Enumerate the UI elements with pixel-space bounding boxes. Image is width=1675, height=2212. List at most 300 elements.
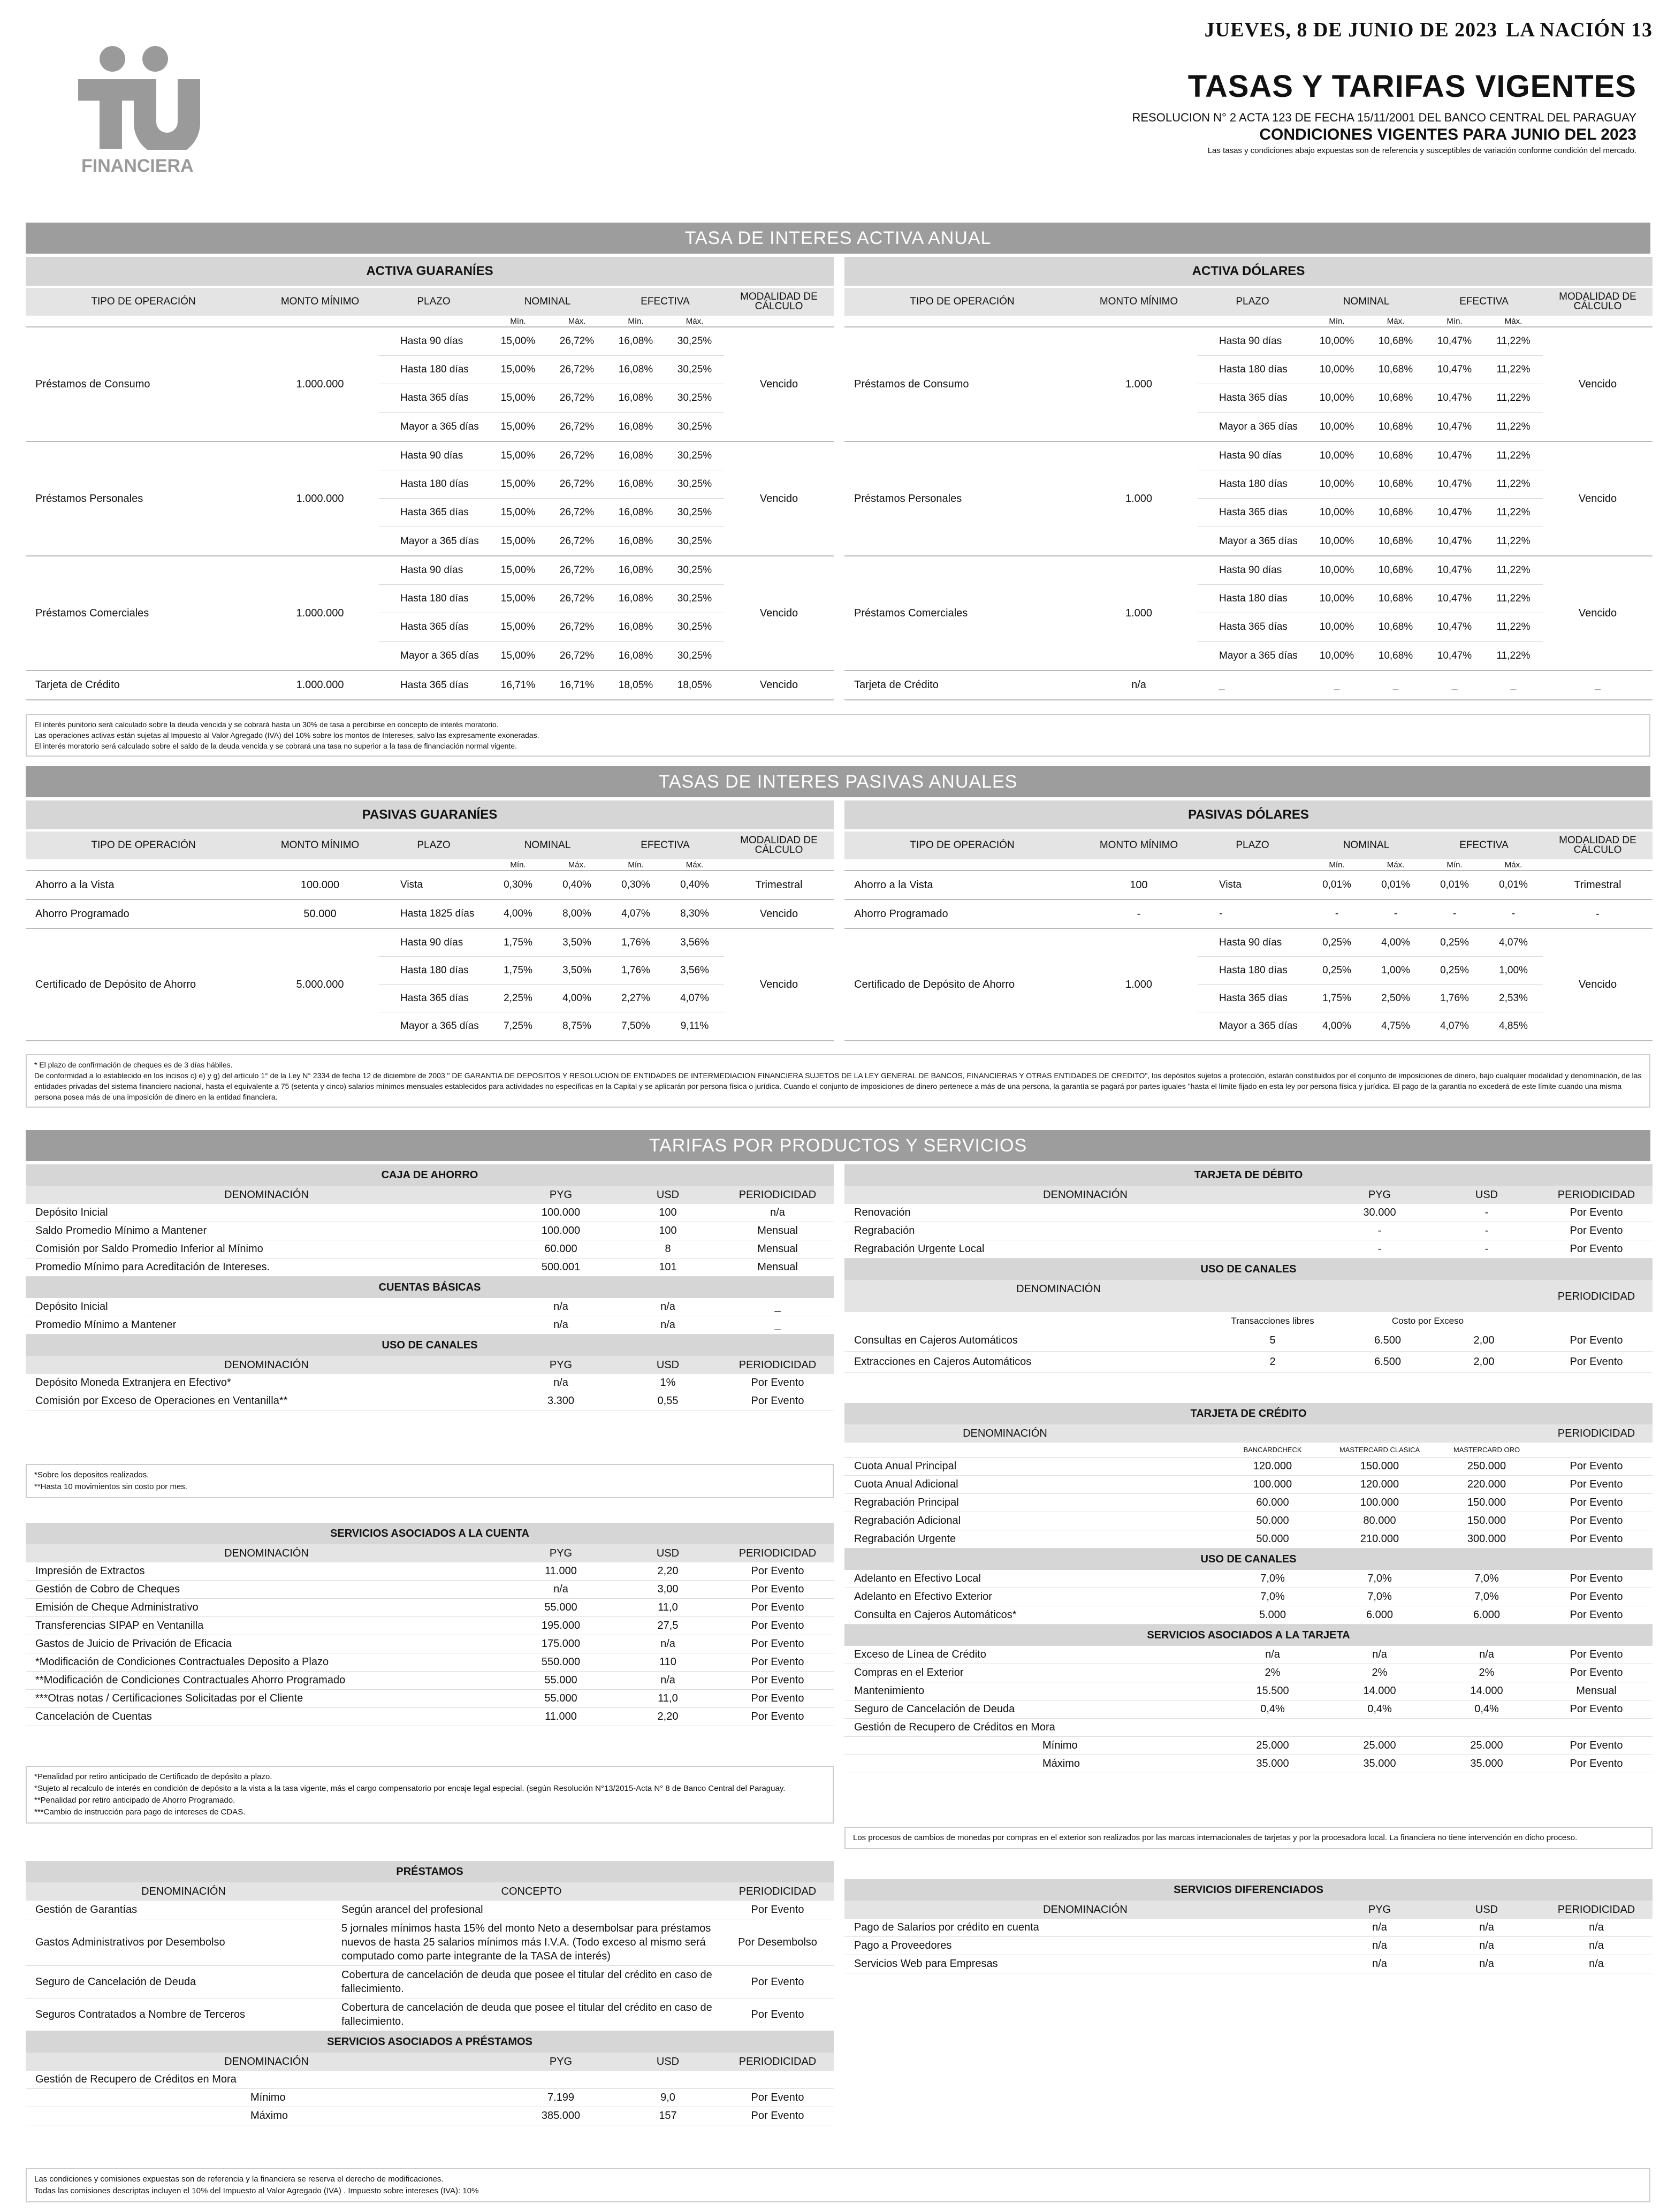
term: Hasta 365 días bbox=[400, 679, 469, 691]
term: Mayor a 365 días bbox=[400, 650, 479, 661]
pyg-value: 100.000 bbox=[541, 1225, 581, 1237]
minimum-amount: 100.000 bbox=[300, 879, 340, 891]
rate-value: 10,68% bbox=[1378, 450, 1413, 461]
rate-value: 11,22% bbox=[1496, 450, 1531, 461]
table-row bbox=[844, 1240, 1653, 1258]
usd-value: n/a bbox=[660, 1301, 675, 1313]
rate-group bbox=[844, 327, 1653, 442]
header-cell: PERIODICIDAD bbox=[1557, 1291, 1635, 1302]
usd-value: n/a bbox=[660, 1319, 675, 1331]
denomination: Seguros Contratados a Nombre de Terceros bbox=[35, 2008, 246, 2020]
note-line: * El plazo de confirmación de cheques es de 3 días hábiles. bbox=[34, 1061, 233, 1069]
card-value: 25.000 bbox=[1363, 1740, 1396, 1751]
rate-value: 15,00% bbox=[500, 593, 536, 604]
rate-value: 0,25% bbox=[1322, 936, 1351, 948]
table-row bbox=[844, 1682, 1653, 1700]
header-cell: EFECTIVA bbox=[1459, 296, 1509, 307]
usd-value: 3,00 bbox=[657, 1583, 679, 1595]
rate-value: 15,00% bbox=[500, 335, 536, 347]
minimum-amount: 1.000.000 bbox=[296, 607, 344, 619]
header-cell: PYG bbox=[1368, 1188, 1391, 1201]
rate-value: 16,08% bbox=[618, 478, 653, 490]
servicios-diferenciados-table bbox=[844, 1879, 1653, 1973]
rate-value: 11,22% bbox=[1496, 421, 1531, 432]
term: Mayor a 365 días bbox=[1219, 650, 1298, 661]
header-cell: DENOMINACIÓN bbox=[1043, 1188, 1128, 1201]
rate-subtable-title: ACTIVA GUARANÍES bbox=[26, 257, 834, 286]
term: Hasta 90 días bbox=[400, 335, 463, 347]
term-rows bbox=[1198, 442, 1543, 555]
rate-value: 0,40% bbox=[680, 879, 709, 890]
periodicity: Por Evento bbox=[751, 1692, 804, 1704]
masthead-paper: LA NACIÓN 13 bbox=[1506, 19, 1653, 41]
minimum-amount: 100 bbox=[1130, 879, 1148, 891]
term: Mayor a 365 días bbox=[400, 1020, 479, 1032]
rate-group bbox=[26, 871, 834, 900]
table-title: CAJA DE AHORRO bbox=[26, 1164, 834, 1186]
calculation-mode: Vencido bbox=[1578, 607, 1617, 619]
periodicity: Mensual bbox=[757, 1243, 798, 1255]
rate-value: 10,00% bbox=[1319, 450, 1354, 461]
rate-value: 4,07% bbox=[1440, 1020, 1469, 1032]
denomination: Comisión por Exceso de Operaciones en Ventanilla** bbox=[35, 1395, 288, 1407]
card-value: 60.000 bbox=[1256, 1497, 1289, 1508]
periodicity: Por Evento bbox=[751, 1395, 804, 1407]
usd-value: - bbox=[1484, 1207, 1489, 1218]
sub-label: Costo por Exceso bbox=[1391, 1316, 1464, 1326]
term-row bbox=[1198, 900, 1543, 928]
operation-type: Tarjeta de Crédito bbox=[35, 679, 120, 691]
conditions-text: CONDICIONES VIGENTES PARA JUNIO DEL 2023 bbox=[1259, 126, 1636, 143]
tu-financiera-logo bbox=[75, 43, 203, 182]
operation-type: Préstamos Comerciales bbox=[35, 607, 149, 619]
min-max-label: Mín. bbox=[1329, 860, 1345, 869]
rate-value: 26,72% bbox=[559, 392, 595, 403]
rate-value: 15,00% bbox=[500, 421, 536, 432]
header-cell: DENOMINACIÓN bbox=[224, 2055, 309, 2068]
min-max-label: Máx. bbox=[1387, 860, 1405, 869]
periodicity: Por Evento bbox=[751, 1638, 804, 1650]
denomination: Seguro de Cancelación de Deuda bbox=[35, 1975, 196, 1988]
periodicity: n/a bbox=[1589, 1940, 1604, 1951]
denomination: Gastos de Juicio de Privación de Eficacia bbox=[35, 1638, 232, 1650]
header-cell: PERIODICIDAD bbox=[738, 1359, 817, 1371]
rate-value: 15,00% bbox=[500, 507, 536, 518]
table-header bbox=[26, 2053, 834, 2071]
min-max-label: Mín. bbox=[510, 860, 526, 869]
card-value: 300.000 bbox=[1467, 1533, 1506, 1545]
logo-text: FINANCIERA bbox=[81, 156, 194, 176]
min-max-label: Mín. bbox=[1329, 316, 1345, 326]
rate-value: 16,08% bbox=[618, 507, 653, 518]
term-row bbox=[379, 442, 724, 470]
denomination: Pago a Proveedores bbox=[854, 1940, 952, 1951]
table-title: TARJETA DE DÉBITO bbox=[844, 1164, 1653, 1186]
term-row bbox=[379, 527, 724, 555]
table-row bbox=[26, 1708, 834, 1726]
card-value: 50.000 bbox=[1256, 1515, 1289, 1527]
rate-value: 30,25% bbox=[677, 364, 712, 375]
min-max-label: Máx. bbox=[1387, 316, 1405, 326]
tarifas-header: TARIFAS POR PRODUCTOS Y SERVICIOS bbox=[26, 1130, 1650, 1161]
term-rows bbox=[1198, 327, 1543, 441]
periodicity: Por Evento bbox=[751, 1674, 804, 1686]
min-max-label: Mín. bbox=[628, 860, 644, 869]
denomination: Regrabación Adicional bbox=[854, 1515, 961, 1527]
usd-value: 2,20 bbox=[657, 1565, 679, 1577]
periodicity: n/a bbox=[1589, 1921, 1604, 1933]
term: Hasta 90 días bbox=[1219, 450, 1282, 461]
term-row bbox=[1198, 585, 1543, 613]
rate-value: 10,00% bbox=[1319, 535, 1354, 547]
usd-value: 0,55 bbox=[657, 1395, 679, 1407]
table-row bbox=[844, 1330, 1653, 1352]
rate-value: 10,68% bbox=[1378, 478, 1413, 490]
rate-value: 4,75% bbox=[1381, 1020, 1410, 1032]
term-row bbox=[379, 384, 724, 413]
denomination: Extracciones en Cajeros Automáticos bbox=[854, 1356, 1032, 1368]
table-row bbox=[844, 1458, 1653, 1476]
term-row bbox=[379, 900, 724, 928]
header-cell: PLAZO bbox=[417, 840, 451, 851]
subheader-row bbox=[844, 1312, 1653, 1330]
denomination: Consultas en Cajeros Automáticos bbox=[854, 1334, 1018, 1346]
calculation-mode: Vencido bbox=[759, 378, 798, 390]
minimum-amount: 5.000.000 bbox=[296, 978, 344, 990]
term-rows bbox=[1198, 929, 1543, 1040]
calculation-mode: Vencido bbox=[759, 607, 798, 619]
calculation-mode: Trimestral bbox=[755, 879, 803, 891]
card-value: 35.000 bbox=[1363, 1758, 1396, 1769]
rate-value: 10,68% bbox=[1378, 535, 1413, 547]
denomination: Cuota Anual Adicional bbox=[854, 1478, 958, 1490]
table-row bbox=[26, 1901, 834, 1919]
denomination: Renovación bbox=[854, 1207, 911, 1218]
rate-value: - bbox=[1394, 908, 1398, 919]
header-cell: MODALIDAD DE CÁLCULO bbox=[740, 835, 818, 856]
card-value: 0,4% bbox=[1367, 1703, 1392, 1715]
table-header bbox=[26, 1544, 834, 1562]
denomination: Comisión por Saldo Promedio Inferior al Mínimo bbox=[35, 1243, 263, 1255]
rate-value: 7,50% bbox=[621, 1020, 650, 1032]
concept: 5 jornales mínimos hasta 15% del monto Neto a desembolsar para préstamos nuevos de hasta 25 salarios mínimos más I.V.A. (Todo exceso al mismo será computado como parte integrante de la TASA de interés) bbox=[341, 1923, 711, 1962]
rate-value: 30,25% bbox=[677, 535, 712, 547]
rate-column-headers bbox=[26, 286, 834, 316]
header-cell: MONTO MÍNIMO bbox=[1099, 296, 1178, 307]
table-row bbox=[844, 1919, 1653, 1937]
usd-value: 100 bbox=[659, 1225, 677, 1237]
table-row bbox=[844, 1737, 1653, 1755]
rate-value: 10,68% bbox=[1378, 364, 1413, 375]
term-row bbox=[1198, 671, 1543, 699]
term-row bbox=[1198, 470, 1543, 499]
pyg-value: n/a bbox=[1372, 1958, 1387, 1970]
term: Vista bbox=[400, 879, 423, 890]
rate-value: 0,25% bbox=[1322, 964, 1351, 976]
rate-value: 10,00% bbox=[1319, 593, 1354, 604]
periodicity: Por Evento bbox=[1570, 1497, 1623, 1508]
header-cell: DENOMINACIÓN bbox=[224, 1547, 309, 1559]
term-rows bbox=[379, 327, 724, 441]
footer-line: Las condiciones y comisiones expuestas son de referencia y la financiera se reserva el derecho de modificaciones. bbox=[34, 2175, 444, 2184]
min-max-label: Mín. bbox=[1446, 860, 1463, 869]
card-value: 150.000 bbox=[1467, 1515, 1506, 1527]
card-value: 35.000 bbox=[1256, 1758, 1289, 1769]
term: Hasta 90 días bbox=[1219, 936, 1282, 948]
header-cell: PERIODICIDAD bbox=[1557, 1427, 1635, 1439]
excess-usd: 2,00 bbox=[1473, 1356, 1495, 1368]
usd-value: 11,0 bbox=[658, 1692, 678, 1704]
concept: Según arancel del profesional bbox=[341, 1904, 483, 1916]
denomination: Gastos Administrativos por Desembolso bbox=[35, 1936, 225, 1948]
table-row bbox=[26, 2107, 834, 2125]
periodicity: Por Evento bbox=[751, 1601, 804, 1613]
card-value: 100.000 bbox=[1253, 1478, 1292, 1490]
rate-value: 10,68% bbox=[1378, 593, 1413, 604]
header-cell: USD bbox=[1475, 1903, 1498, 1916]
term-row bbox=[379, 470, 724, 499]
term: Hasta 90 días bbox=[400, 450, 463, 461]
table-header bbox=[844, 1424, 1653, 1443]
term: Hasta 365 días bbox=[400, 621, 469, 632]
term: Hasta 180 días bbox=[1219, 364, 1288, 375]
rate-group bbox=[844, 871, 1653, 900]
rate-group bbox=[26, 929, 834, 1041]
card-value: 120.000 bbox=[1360, 1478, 1399, 1490]
table-header bbox=[26, 1356, 834, 1374]
periodicity: Por Evento bbox=[751, 1903, 804, 1916]
operation-type: Tarjeta de Crédito bbox=[854, 679, 939, 691]
operation-type: Préstamos Personales bbox=[854, 492, 962, 505]
header-cell: DENOMINACIÓN bbox=[1043, 1903, 1128, 1916]
rate-value: 2,25% bbox=[504, 992, 532, 1004]
footer-notes bbox=[26, 2168, 1650, 2202]
header-cell: PERIODICIDAD bbox=[738, 2055, 817, 2068]
header-cell: USD bbox=[656, 1188, 680, 1201]
page-title: TASAS Y TARIFAS VIGENTES bbox=[1187, 69, 1636, 104]
term: Hasta 90 días bbox=[400, 565, 463, 576]
term: Hasta 365 días bbox=[1219, 621, 1288, 632]
rate-value: 26,72% bbox=[559, 565, 595, 576]
rate-value: 1,00% bbox=[1499, 964, 1528, 976]
usd-value: n/a bbox=[660, 1674, 675, 1686]
usd-value: n/a bbox=[1479, 1958, 1494, 1970]
card-value: 0,4% bbox=[1260, 1703, 1285, 1715]
note-line: El interés punitorio será calculado sobre la deuda vencida y se cobrará hasta un 30% de tasa a percibirse en concepto de interés moratorio. bbox=[34, 720, 499, 729]
term-row bbox=[1198, 871, 1543, 899]
pyg-value: 175.000 bbox=[541, 1638, 581, 1650]
table-row bbox=[844, 1222, 1653, 1240]
header-cell: MODALIDAD DE CÁLCULO bbox=[1559, 835, 1636, 856]
denomination: Adelanto en Efectivo Exterior bbox=[854, 1591, 992, 1603]
caja-ahorro-table bbox=[26, 1164, 834, 1410]
servicios-cuenta-table bbox=[26, 1523, 834, 1726]
periodicity: Por Evento bbox=[751, 1975, 804, 1988]
rate-subtable-title: ACTIVA DÓLARES bbox=[844, 257, 1653, 286]
term-row bbox=[1198, 327, 1543, 356]
min-max-label: Máx. bbox=[686, 860, 704, 869]
table-row bbox=[844, 1646, 1653, 1664]
pasiva-guaranies-table bbox=[26, 800, 834, 1041]
pyg-value: 195.000 bbox=[541, 1620, 581, 1631]
rate-value: 10,47% bbox=[1437, 392, 1472, 403]
header-cell: PLAZO bbox=[417, 296, 451, 307]
term: Hasta 180 días bbox=[400, 478, 469, 490]
rate-value: 30,25% bbox=[677, 565, 712, 576]
rate-value: 4,07% bbox=[1499, 936, 1528, 948]
rate-value: 10,68% bbox=[1378, 421, 1413, 432]
calculation-mode: Vencido bbox=[1578, 492, 1617, 505]
rate-value: 11,22% bbox=[1496, 621, 1531, 632]
term-rows bbox=[379, 871, 724, 899]
rate-value: 10,00% bbox=[1319, 650, 1354, 661]
usd-value: 2,20 bbox=[657, 1711, 679, 1722]
table-row bbox=[844, 1700, 1653, 1719]
note-line: El interés moratorio será calculado sobre el saldo de la deuda vencida y se cobrará una tasa no superior a la tasa de financiación normal vigente. bbox=[34, 742, 517, 750]
header-cell: NOMINAL bbox=[524, 296, 571, 307]
rate-value: 8,00% bbox=[562, 908, 591, 919]
operation-type: Préstamos Personales bbox=[35, 492, 143, 505]
term: Mayor a 365 días bbox=[400, 535, 479, 547]
card-brand: BANCARDCHECK bbox=[1243, 1446, 1302, 1454]
periodicity: Mensual bbox=[1576, 1685, 1617, 1697]
table-title: TARJETA DE CRÉDITO bbox=[844, 1403, 1653, 1424]
term: Hasta 365 días bbox=[400, 507, 469, 518]
usd-value: 101 bbox=[659, 1261, 677, 1273]
rate-value: 4,00% bbox=[1322, 1020, 1351, 1032]
rate-value: 15,00% bbox=[500, 478, 536, 490]
tarjeta-credito-table bbox=[844, 1403, 1653, 1773]
term-rows bbox=[379, 671, 724, 699]
rate-value: 11,22% bbox=[1496, 335, 1531, 347]
rate-value: 4,00% bbox=[504, 908, 532, 919]
calculation-mode: _ bbox=[1594, 679, 1601, 691]
term: Hasta 365 días bbox=[1219, 992, 1288, 1004]
min-max-label: Mín. bbox=[510, 316, 526, 326]
rate-column-headers bbox=[844, 286, 1653, 316]
periodicity: Por Evento bbox=[1570, 1740, 1623, 1751]
term-row bbox=[1198, 957, 1543, 985]
card-value: n/a bbox=[1479, 1649, 1494, 1660]
min-max-label: Máx. bbox=[686, 316, 704, 326]
denomination: Mantenimiento bbox=[854, 1685, 925, 1697]
term-row bbox=[1198, 556, 1543, 585]
card-value: 7,0% bbox=[1474, 1591, 1499, 1603]
card-value: 7,0% bbox=[1367, 1573, 1392, 1584]
rate-value: 0,40% bbox=[562, 879, 591, 890]
min-max-row bbox=[26, 316, 834, 327]
rate-value: 30,25% bbox=[677, 507, 712, 518]
footer-line: Todas las comisiones descriptas incluyen el 10% del Impuesto al Valor Agregado (IVA) . Impuesto sobre intereses (IVA): 10% bbox=[34, 2186, 479, 2195]
term-rows bbox=[379, 900, 724, 928]
rate-value: 30,25% bbox=[677, 421, 712, 432]
periodicity: Mensual bbox=[757, 1225, 798, 1237]
rate-value: 30,25% bbox=[677, 621, 712, 632]
rate-value: 0,25% bbox=[1440, 936, 1469, 948]
rate-value: 0,25% bbox=[1440, 964, 1469, 976]
rate-group bbox=[26, 671, 834, 700]
rate-group bbox=[844, 900, 1653, 929]
minimum-amount: 1.000 bbox=[1125, 378, 1153, 390]
term-row bbox=[379, 1012, 724, 1040]
term: Mayor a 365 días bbox=[1219, 535, 1298, 547]
free-transactions: 2 bbox=[1269, 1356, 1276, 1368]
table-row bbox=[26, 1635, 834, 1653]
denomination: Gestión de Cobro de Cheques bbox=[35, 1583, 180, 1595]
activa-dolares-table bbox=[844, 257, 1653, 700]
card-value: n/a bbox=[1372, 1649, 1387, 1660]
operation-type: Ahorro Programado bbox=[35, 907, 130, 920]
card-value: 14.000 bbox=[1363, 1685, 1396, 1697]
min-max-label: Máx. bbox=[568, 860, 586, 869]
calculation-mode: - bbox=[1596, 907, 1600, 920]
periodicity: Por Evento bbox=[751, 2092, 804, 2103]
note-line: *Penalidad por retiro anticipado de Certificado de depósito a plazo. bbox=[34, 1772, 272, 1781]
card-value: 5.000 bbox=[1259, 1609, 1286, 1621]
pyg-value: n/a bbox=[1372, 1940, 1387, 1951]
table-row bbox=[26, 1240, 834, 1258]
usd-value: 1% bbox=[660, 1377, 676, 1389]
header-cell: PLAZO bbox=[1236, 840, 1269, 851]
operation-type: Ahorro a la Vista bbox=[854, 879, 933, 891]
denomination: Impresión de Extractos bbox=[35, 1565, 145, 1577]
pyg-value: 60.000 bbox=[544, 1243, 577, 1255]
pyg-value: 3.300 bbox=[547, 1395, 575, 1407]
rate-value: 3,56% bbox=[680, 964, 709, 976]
card-value: 6.000 bbox=[1366, 1609, 1394, 1621]
pyg-value: n/a bbox=[1372, 1921, 1387, 1933]
header-cell: MONTO MÍNIMO bbox=[280, 840, 360, 851]
rate-value: 11,22% bbox=[1496, 593, 1531, 604]
card-value: 7,0% bbox=[1474, 1573, 1499, 1584]
pyg-value: 55.000 bbox=[544, 1601, 577, 1613]
header-cell: DENOMINACIÓN bbox=[963, 1427, 1047, 1439]
rate-group bbox=[26, 442, 834, 556]
rate-value: 10,47% bbox=[1437, 650, 1472, 661]
pasiva-dolares-table bbox=[844, 800, 1653, 1041]
usd-value: n/a bbox=[1479, 1921, 1494, 1933]
table-row bbox=[26, 1392, 834, 1410]
pyg-value: 550.000 bbox=[541, 1656, 581, 1668]
rate-value: 0,30% bbox=[504, 879, 532, 890]
table-row bbox=[26, 1204, 834, 1222]
term: _ bbox=[1219, 679, 1225, 691]
term-row bbox=[379, 642, 724, 670]
header-cell: PERIODICIDAD bbox=[738, 1547, 817, 1559]
table-row bbox=[26, 1690, 834, 1708]
term: Vista bbox=[1219, 879, 1242, 890]
group-label: Gestión de Recupero de Créditos en Mora bbox=[844, 1719, 1653, 1737]
rate-value: 10,68% bbox=[1378, 565, 1413, 576]
card-value: 7,0% bbox=[1367, 1591, 1392, 1603]
rate-value: 30,25% bbox=[677, 478, 712, 490]
sub-label: Transacciones libres bbox=[1231, 1316, 1314, 1326]
header-cell: TIPO DE OPERACIÓN bbox=[910, 840, 1015, 851]
periodicity: Por Evento bbox=[1570, 1533, 1623, 1545]
calculation-mode: Vencido bbox=[1578, 378, 1617, 390]
card-value: 7,0% bbox=[1260, 1591, 1285, 1603]
header-cell: PERIODICIDAD bbox=[1557, 1188, 1635, 1201]
rate-column-headers bbox=[26, 829, 834, 859]
denomination: Depósito Inicial bbox=[35, 1207, 108, 1218]
term-rows bbox=[1198, 671, 1543, 699]
pyg-value: n/a bbox=[553, 1377, 568, 1389]
periodicity: Por Evento bbox=[1570, 1207, 1623, 1218]
term: Mayor a 365 días bbox=[400, 421, 479, 432]
term: Hasta 180 días bbox=[400, 593, 469, 604]
table-title: SERVICIOS ASOCIADOS A LA CUENTA bbox=[26, 1523, 834, 1544]
table-row bbox=[844, 1937, 1653, 1955]
